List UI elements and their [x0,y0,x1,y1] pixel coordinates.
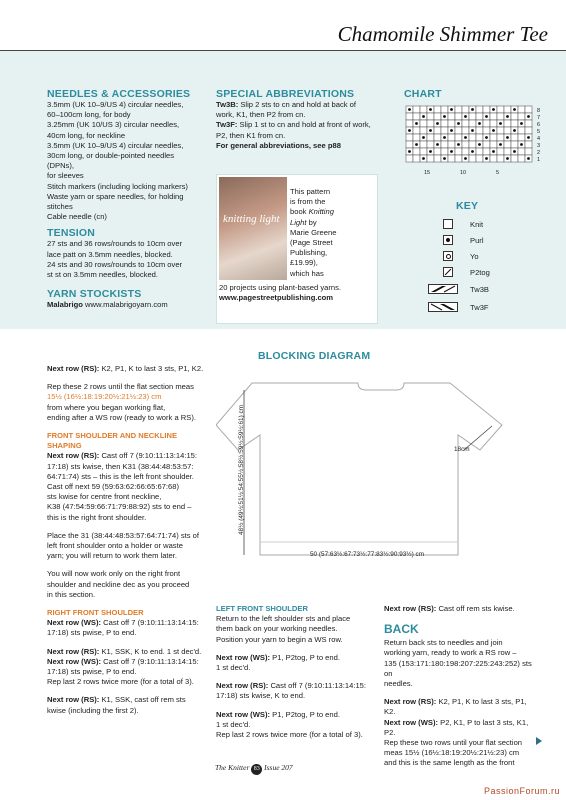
chart-cell [448,113,455,120]
chart-purl-mark [415,122,418,125]
chart-cell [427,134,434,141]
book-line: £19.99), [290,258,318,268]
key-label: Tw3F [470,302,489,312]
chart-cell [525,106,532,113]
book-url[interactable]: www.pagestreetpublishing.com [219,293,334,303]
chart-purl-mark [464,115,467,118]
chart-purl-mark [464,136,467,139]
chart-purl-mark [443,136,446,139]
chart-cell [427,141,434,148]
key-section [404,200,544,316]
chart-cell [406,134,413,141]
text-line: 3.5mm (UK 10–9/US 4) circular needles, [47,140,184,150]
page-number: 83 [251,764,262,775]
chart-cell [497,113,504,120]
text-line: 30cm long, or double-pointed needles (DPNs), [47,151,175,171]
text-line: Stitch markers (including locking markers) [47,181,188,191]
chart-purl-mark [506,136,509,139]
height-label: 48½ (49½:51½:54:55½:58½:59½:59½:61) cm [238,404,245,535]
general-abbrev: For general abbreviations, see p88 [216,140,341,150]
tw3b-text-2: work, K1, then P2 from cn. [216,110,306,120]
tw3b-symbol-icon [428,284,458,294]
chart-cell [420,127,427,134]
blocking-diagram [216,350,546,560]
yarn-url[interactable]: www.malabrigoyarn.com [85,300,168,310]
instruction: Next row (RS): K1, SSK, cast off rem sts kwise (including the first 2). [47,695,186,715]
chart-cell [504,106,511,113]
text-line: lace patt on 3.5mm needles, blocked. [47,249,173,259]
key-item-knit [436,216,544,232]
chart-purl-mark [443,115,446,118]
chart-cell [448,155,455,162]
chart-cell [518,134,525,141]
chart-purl-mark [478,122,481,125]
chart-cell [476,127,483,134]
chart-purl-mark [499,122,502,125]
chart-purl-mark [471,150,474,153]
chart-cell [476,113,483,120]
chart-purl-mark [471,129,474,132]
instruction: Place the 31 (38:44:48:53:57:64:71:74) sts of left front shoulder onto a holder or waste yarn; you will return to work them later. [47,530,199,561]
chart-cell [525,127,532,134]
chart-cell [462,148,469,155]
instruction: Rep these 2 rows until the flat section meas 15½ (16½:18:19:20½:21½:23) cm from where you began working flat, ending after a WS row (ready to work a RS). [47,382,196,422]
chart-cell [518,155,525,162]
book-line: Publishing, [290,248,328,258]
book-line: which has [290,268,324,278]
chart-cell [406,120,413,127]
instruction: Next row (WS): P2, K1, P to last 3 sts, K1, P2. Rep these two rows until your flat section meas 15½ (16½:18:19:20½:21½:23) cm and this is the same length as the front [384,717,529,768]
chart-row-number: 4 [537,136,541,142]
chart-cell [406,155,413,162]
chart-cell [434,155,441,162]
tw3f-symbol-icon [428,302,458,312]
chart-cell [490,141,497,148]
chart-cell [476,134,483,141]
chart-row-number: 7 [537,115,541,121]
book-cover-title: knitting light [223,213,280,225]
chart-cell [406,113,413,120]
book-bottom [219,283,373,303]
chart-cell [511,113,518,120]
instructions-right [384,604,534,777]
chart-purl-mark [478,143,481,146]
book-line: 20 projects using plant-based yarns. [219,283,341,292]
instruction: Next row (WS): P1, P2tog, P to end. 1 st dec'd. Rep last 2 rows twice more (for a total of 3). [216,709,363,740]
tw3b-def [216,100,376,120]
chart-row-number: 3 [537,143,541,149]
instruction: You will now work only on the right front shoulder and neckline dec as you proceed in this section. [47,569,190,599]
chart-purl-mark [457,122,460,125]
yarn-heading: YARN STOCKISTS [47,288,142,301]
chart-cell [469,134,476,141]
key-item-tw3b [426,280,544,298]
chart-row-number: 8 [537,108,541,114]
chart-cell [455,148,462,155]
instruction: Next row (RS): Cast off rem sts kwise. [384,604,515,613]
tw3b-label: Tw3B: [216,100,239,109]
chart-cell [420,120,427,127]
chart-purl-mark [422,115,425,118]
chart-purl-mark [436,122,439,125]
chart-cell [462,106,469,113]
needles-heading: NEEDLES & ACCESSORIES [47,88,191,100]
chart-purl-mark [457,143,460,146]
chart-cell [448,134,455,141]
chart-purl-mark [415,143,418,146]
key-label: P2tog [470,267,490,277]
chart-purl-mark [408,129,411,132]
chart-cell [497,155,504,162]
chart-row-number: 5 [537,129,541,135]
chart-purl-mark [506,115,509,118]
chart-purl-mark [499,143,502,146]
chart-purl-mark [436,143,439,146]
p2tog-symbol-icon [443,267,453,277]
book-line: Marie Greene [290,227,337,237]
chart-purl-mark [527,115,530,118]
book-title: Knitting [308,207,334,217]
instruction: Return back sts to needles and join working yarn, ready to work a RS row – 135 (153:171:180:198:207:225:243:252) sts on needles. [384,638,532,689]
section-heading: BACK [384,622,419,637]
magazine-name: The Knitter [215,763,250,772]
chart-cell [476,155,483,162]
text-line: 40cm long, for neckline [47,130,126,140]
purl-symbol-icon [443,235,453,245]
chart-cell [427,113,434,120]
key-label: Yo [470,251,479,261]
yarn-brand: Malabrigo [47,300,83,310]
knit-symbol-icon [443,219,453,229]
instruction: Next row (RS): K2, P1, K to last 3 sts, P1, K2. [384,697,527,717]
tee-schematic [216,350,546,560]
chart-cell [504,127,511,134]
chart-cell [420,106,427,113]
chart-purl-mark [443,157,446,160]
chart-cell [462,120,469,127]
instructions-left [47,364,205,724]
chart-cell [455,106,462,113]
chart-cell [441,106,448,113]
chart-purl-mark [492,108,495,111]
chart-cell [518,148,525,155]
chart-cell [455,134,462,141]
chart-purl-mark [485,136,488,139]
chart-cell [413,113,420,120]
stitch-chart [404,104,544,184]
chart-cell [441,141,448,148]
tw3b-text: Slip 2 sts to cn and hold at back of [240,100,357,109]
chart-cell [434,106,441,113]
book-line: book [290,207,307,217]
chart-purl-mark [429,150,432,153]
book-promo [216,174,378,324]
chart-cell [525,120,532,127]
chart-col-number: 5 [496,170,500,176]
chart-purl-mark [527,157,530,160]
chart-cell [420,148,427,155]
chart-cell [476,148,483,155]
chart-purl-mark [527,136,530,139]
book-cover-image [219,177,287,280]
instruction: Next row (RS): K2, P1, K to last 3 sts, P1, K2. [47,364,204,373]
chart-cell [448,120,455,127]
chart-purl-mark [450,108,453,111]
instruction: Return to the left shoulder sts and place them back on your working needles. Position your yarn to begin a WS row. [216,614,351,644]
book-line: This pattern [290,187,331,196]
chart-cell [497,127,504,134]
chart-cell [441,120,448,127]
continue-arrow-icon [536,737,542,745]
chart-cell [469,155,476,162]
chart-col-number: 15 [424,170,431,176]
page-footer [215,763,293,775]
tw3f-label: Tw3F: [216,120,238,130]
chart-cell [441,127,448,134]
key-item-tw3f [426,298,544,316]
text-line: 60–100cm long, for body [47,110,131,120]
instruction: Next row (WS): Cast off 7 (9:10:11:13:14:15: 17:18) sts pwise, P to end. Rep last 2 rows twice more (for a total of 3). [47,656,199,687]
chart-cell [504,141,511,148]
key-label: Tw3B [470,284,489,294]
chart-col-number: 10 [460,170,467,176]
chart-cell [434,148,441,155]
chart-cell [518,106,525,113]
chart-cell [497,106,504,113]
chart-purl-mark [513,108,516,111]
instruction: Next row (WS): Cast off 7 (9:10:11:13:14:15: 17:18) sts pwise, P to end. [47,618,199,638]
chart-cell [511,141,518,148]
chart-cell [483,127,490,134]
yarn-stockist [47,300,197,310]
chart-purl-mark [506,157,509,160]
tw3f-text-2: P2, then K1 from cn. [216,130,286,140]
text-line: 27 sts and 36 rows/rounds to 10cm over [47,239,183,249]
chart-cell [483,120,490,127]
key-label: Knit [470,219,484,229]
book-text [290,187,372,279]
chart-purl-mark [485,157,488,160]
section-heading: FRONT SHOULDER AND NECKLINE SHAPING [47,431,178,451]
key-label: Purl [470,235,484,245]
chart-cell [504,148,511,155]
chart-cell [511,155,518,162]
chart-cell [427,155,434,162]
chart-cell [518,127,525,134]
text-line: Cable needle (cn) [47,212,107,222]
book-title-2: Light [290,217,307,227]
chart-cell [441,148,448,155]
chart-purl-mark [485,115,488,118]
chart-purl-mark [520,122,523,125]
diagram-heading: BLOCKING DIAGRAM [258,350,371,362]
text-line: st st on 3.5mm needles, blocked. [47,270,159,280]
chart-purl-mark [422,136,425,139]
chart-cell [490,155,497,162]
chart-purl-mark [492,129,495,132]
chart-cell [462,127,469,134]
chart-cell [518,113,525,120]
sleeve-label: 18cm [454,446,470,453]
chart-cell [490,113,497,120]
chart-purl-mark [464,157,467,160]
text-line: 3.5mm (UK 10–9/US 4) circular needles, [47,100,184,109]
chart-cell [504,120,511,127]
chart-cell [497,134,504,141]
chart-cell [525,148,532,155]
text-line: 24 sts and 30 rows/rounds to 10cm over [47,259,183,269]
book-line: by [308,217,317,227]
chart-cell [469,113,476,120]
width-label: 50 (57:63½:67:73½:77:83½:90:93½) cm [310,551,425,558]
chart-row-number: 1 [537,157,541,163]
chart-cell [483,148,490,155]
chart-purl-mark [429,129,432,132]
chart-purl-mark [520,143,523,146]
chart-purl-mark [513,150,516,153]
needles-section [47,88,197,310]
tension-heading: TENSION [47,227,96,240]
chart-cell [462,141,469,148]
chart-cell [427,120,434,127]
chart-purl-mark [422,157,425,160]
book-line: is from the [290,197,326,207]
chart-purl-mark [450,150,453,153]
chart-cell [413,134,420,141]
chart-cell [455,113,462,120]
chart-cell [511,134,518,141]
chart-row-number: 2 [537,150,541,156]
chart-cell [490,120,497,127]
instruction: Next row (RS): K1, SSK, K to end. 1 st dec'd. [47,646,202,656]
chart-purl-mark [492,150,495,153]
chart-cell [434,134,441,141]
watermark: PassionForum.ru [483,786,560,796]
chart-heading: CHART [404,88,442,100]
text-line: stitches [47,202,73,212]
chart-cell [490,134,497,141]
chart-purl-mark [471,108,474,111]
chart-purl-mark [450,129,453,132]
abbrev-heading: SPECIAL ABBREVIATIONS [216,88,355,100]
chart-cell [448,141,455,148]
chart-cell [525,141,532,148]
chart-cell [497,148,504,155]
chart-cell [413,155,420,162]
key-item-yo [436,248,544,264]
book-line: (Page Street [290,238,333,248]
chart-cell [420,141,427,148]
yo-symbol-icon [443,251,453,261]
chart-purl-mark [429,108,432,111]
chart-cell [469,141,476,148]
section-heading: RIGHT FRONT SHOULDER [47,608,144,618]
chart-cell [455,127,462,134]
chart-cell [413,106,420,113]
needles-list [47,100,197,222]
abbrev-section [216,88,376,151]
chart-cell [413,148,420,155]
chart-section [404,88,544,100]
chart-cell [406,141,413,148]
key-heading: KEY [456,200,479,212]
tw3f-def [216,120,376,140]
chart-cell [511,120,518,127]
tw3f-text: Slip 1 st to cn and hold at front of work, [239,120,371,130]
tension-list [47,239,197,280]
chart-cell [483,141,490,148]
key-item-p2tog [436,264,544,280]
chart-cell [455,155,462,162]
text-line: for sleeves [47,171,84,181]
section-heading: LEFT FRONT SHOULDER [216,604,308,613]
issue-number: Issue 207 [264,763,293,772]
chart-purl-mark [513,129,516,132]
chart-cell [469,120,476,127]
chart-cell [413,127,420,134]
chart-cell [434,127,441,134]
instructions-mid [216,604,373,748]
key-item-purl [436,232,544,248]
chart-purl-mark [408,108,411,111]
page-title: Chamomile Shimmer Tee [337,22,548,46]
chart-cell [434,113,441,120]
text-line: Waste yarn or spare needles, for holding [47,191,184,201]
instruction: Next row (WS): P1, P2tog, P to end. 1 st dec'd. [216,652,340,673]
chart-row-number: 6 [537,122,541,128]
instruction: Next row (RS): Cast off 7 (9:10:11:13:14:15: 17:18) sts kwise, then K31 (38:44:48:53:57: 64:71:74) sts – this is the left front shoulder. Cast off next 59 (59:63:62:66:65:67:68) sts kwise for centre front neckline, K38 (47:54:59:66:71:79:88:92) sts to end – this is the right front shoulder. [47,451,198,522]
chart-cell [483,106,490,113]
text-line: 3.25mm (UK 10/US 3) circular needles, [47,120,180,130]
instruction: Next row (RS): Cast off 7 (9:10:11:13:14:15: 17:18) sts kwise, K to end. [216,681,367,701]
chart-cell [476,106,483,113]
chart-purl-mark [408,150,411,153]
